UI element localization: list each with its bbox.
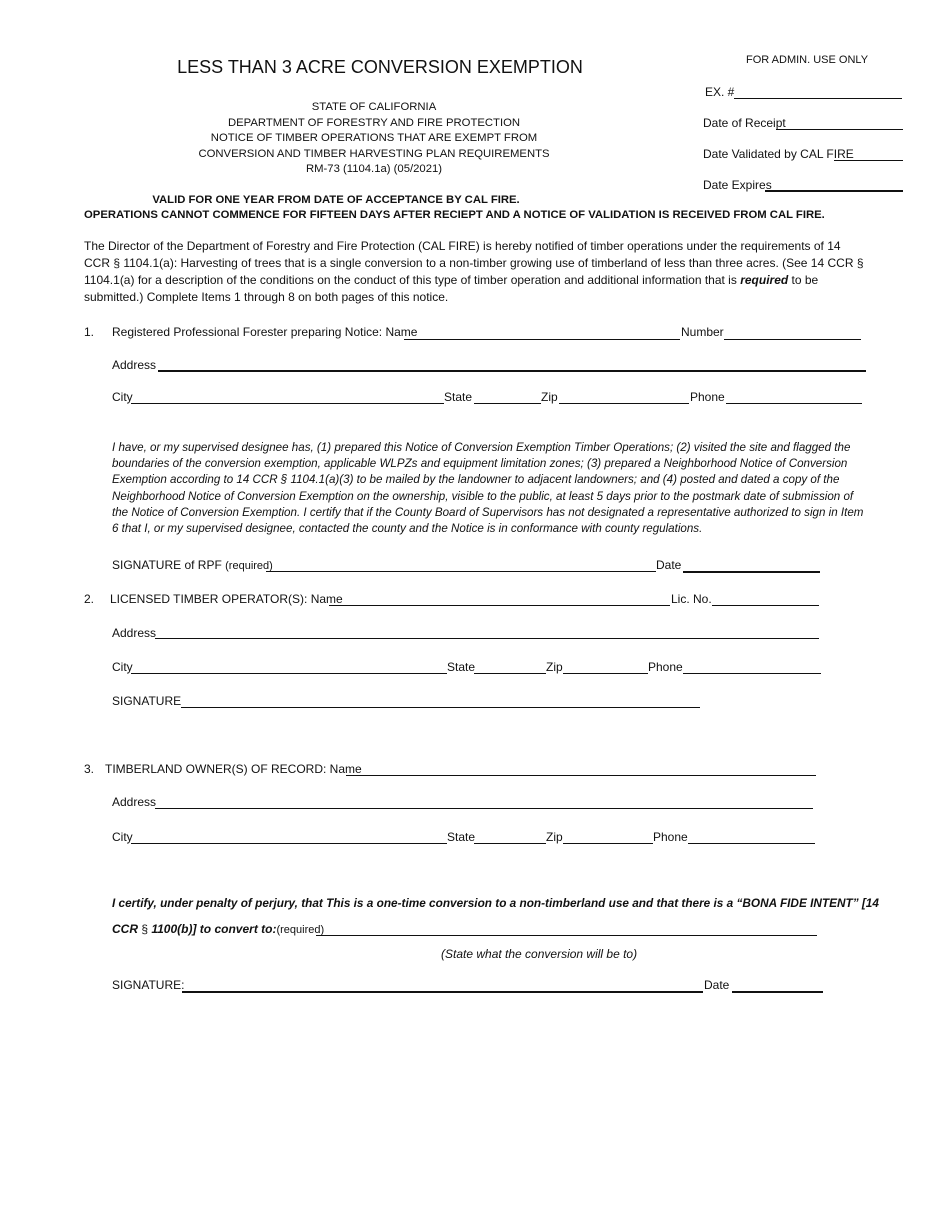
date-validated-field[interactable] [834, 160, 903, 161]
convert-to-text: 1100(b)] to convert to: [151, 922, 277, 936]
owner-state-field[interactable] [474, 843, 546, 844]
agency-line-3: NOTICE OF TIMBER OPERATIONS THAT ARE EXEMPT FROM [210, 132, 538, 144]
rpf-phone-label: Phone [690, 390, 725, 404]
owner-name-label: TIMBERLAND OWNER(S) OF RECORD: Name [105, 762, 362, 776]
validity-note: VALID FOR ONE YEAR FROM DATE OF ACCEPTANCE BY CAL FIRE. [152, 194, 520, 206]
rpf-phone-field[interactable] [726, 403, 862, 404]
ccr-text: CCR [112, 922, 138, 936]
intro-text-end: to be submitted.) Complete Items 1 through 8 on both pages of this notice. [84, 273, 819, 304]
rpf-name-field[interactable] [404, 339, 680, 340]
section-symbol: § [138, 922, 152, 936]
owner-name-field[interactable] [346, 775, 816, 776]
lto-state-label: State [447, 660, 476, 674]
owner-address-label: Address [112, 795, 157, 809]
lto-name-label: LICENSED TIMBER OPERATOR(S): Name [110, 592, 343, 606]
form-code: RM-73 (1104.1a) (05/2021) [305, 163, 443, 175]
owner-city-label: City [112, 830, 133, 844]
rpf-zip-label: Zip [541, 390, 558, 404]
agency-line-4: CONVERSION AND TIMBER HARVESTING PLAN REQUIREMENTS [198, 147, 550, 160]
operations-note: OPERATIONS CANNOT COMMENCE FOR FIFTEEN DAYS AFTER RECIEPT AND A NOTICE OF VALIDATION IS RECEIVED FROM CAL FIRE. [84, 209, 825, 221]
conversion-use-field[interactable] [316, 935, 817, 936]
lto-name-field[interactable] [329, 605, 670, 606]
owner-phone-field[interactable] [688, 843, 815, 844]
rpf-signature-label [112, 558, 273, 572]
lto-signature-label: SIGNATURE [112, 694, 182, 708]
lto-address-label: Address [112, 626, 157, 640]
intro-paragraph [84, 238, 864, 306]
owner-phone-label: Phone [653, 830, 688, 844]
date-expires-label: Date Expires [703, 178, 772, 192]
rpf-state-label: State [444, 390, 473, 404]
date-validated-label: Date Validated by CAL FIRE [703, 147, 854, 161]
intro-text: The Director of the Department of Forestry and Fire Protection (CAL FIRE) is hereby notified of timber operations under the requirements of 14 CCR § 1104.1(a): Harvesting of trees that is a single conversion to a non-timber growing use of timberland of less than three acres. (See 14 CCR § 1104.1(a) for a description of the conditions on the conduct of this type of timber operation and additional information that is [84, 239, 864, 287]
bona-fide-statement: I certify, under penalty of perjury, that This is a one-time conversion to a non-timberland use and that there is a “BONA FIDE INTENT” [14 [112, 896, 879, 910]
agency-line-2: DEPARTMENT OF FORESTRY AND FIRE PROTECTION [227, 116, 521, 129]
rpf-date-label: Date [656, 558, 682, 572]
lto-phone-label: Phone [648, 660, 683, 674]
owner-city-field[interactable] [131, 843, 447, 844]
owner-signature-label: SIGNATURE: [112, 978, 185, 992]
lto-zip-label: Zip [546, 660, 563, 674]
rpf-number-field[interactable] [724, 339, 861, 340]
lto-city-label: City [112, 660, 133, 674]
owner-state-label: State [447, 830, 476, 844]
lto-signature-field[interactable] [181, 707, 700, 708]
lto-zip-field[interactable] [563, 673, 648, 674]
date-expires-field[interactable] [765, 190, 903, 192]
required-note: (required) [225, 560, 273, 572]
lto-license-field[interactable] [712, 605, 819, 606]
required-emphasis: required [740, 273, 789, 287]
rpf-number-label: Number [681, 325, 724, 339]
section-3-number: 3. [84, 762, 95, 776]
owner-zip-field[interactable] [563, 843, 653, 844]
section-2-number: 2. [84, 592, 95, 606]
lto-license-label: Lic. No. [671, 592, 712, 606]
conversion-hint: (State what the conversion will be to) [441, 947, 638, 961]
agency-header [174, 100, 574, 178]
rpf-signature-text: SIGNATURE of RPF [112, 558, 222, 572]
rpf-state-field[interactable] [474, 403, 541, 404]
owner-address-field[interactable] [155, 808, 813, 809]
date-of-receipt-label: Date of Receipt [703, 116, 786, 130]
owner-zip-label: Zip [546, 830, 563, 844]
lto-address-field[interactable] [155, 638, 819, 639]
form-title: LESS THAN 3 ACRE CONVERSION EXEMPTION [177, 57, 583, 77]
rpf-address-label: Address [112, 358, 157, 372]
lto-city-field[interactable] [131, 673, 447, 674]
lto-phone-field[interactable] [683, 673, 821, 674]
rpf-zip-field[interactable] [559, 403, 689, 404]
rpf-date-field[interactable] [683, 571, 820, 573]
ex-number-field[interactable] [734, 98, 902, 99]
rpf-name-label: Registered Professional Forester preparing Notice: Name [112, 325, 418, 339]
agency-line-1: STATE OF CALIFORNIA [311, 101, 437, 113]
ex-number-label: EX. # [705, 85, 735, 99]
rpf-city-label: City [112, 390, 133, 404]
lto-state-field[interactable] [474, 673, 546, 674]
owner-signature-field[interactable] [182, 991, 703, 993]
rpf-address-field[interactable] [158, 370, 866, 372]
rpf-signature-field[interactable] [266, 571, 656, 572]
date-of-receipt-field[interactable] [776, 129, 903, 130]
owner-date-field[interactable] [732, 991, 823, 993]
admin-heading: FOR ADMIN. USE ONLY [746, 54, 869, 66]
owner-date-label: Date [704, 978, 730, 992]
required-note-2: (required) [276, 924, 325, 936]
bona-fide-statement-2 [112, 922, 324, 936]
section-1-number: 1. [84, 325, 95, 339]
rpf-certification: I have, or my supervised designee has, (1) prepared this Notice of Conversion Exemption Timber Operations; (2) visited the site and flagged the boundaries of the conversion exemption, applicable WLPZs and equipment limitation zones; (3) prepared a Neighborhood Notice of Conversion Exemption according to 14 CCR § 1104.1(a)(3) to be mailed by the landowner to adjacent landowners; and (4) posted and dated a copy of the Neighborhood Notice of Conversion Exemption on the ownership, visible to the public, at least 5 days prior to the postmark date of submission of the Notice of Conversion Exemption. I certify that if the County Board of Supervisors has not designated a representative authorized to sign in Item 6 that I, or my supervised designee, contacted the county and the Notice is in conformance with county regulations. [112, 441, 864, 536]
rpf-city-field[interactable] [131, 403, 444, 404]
